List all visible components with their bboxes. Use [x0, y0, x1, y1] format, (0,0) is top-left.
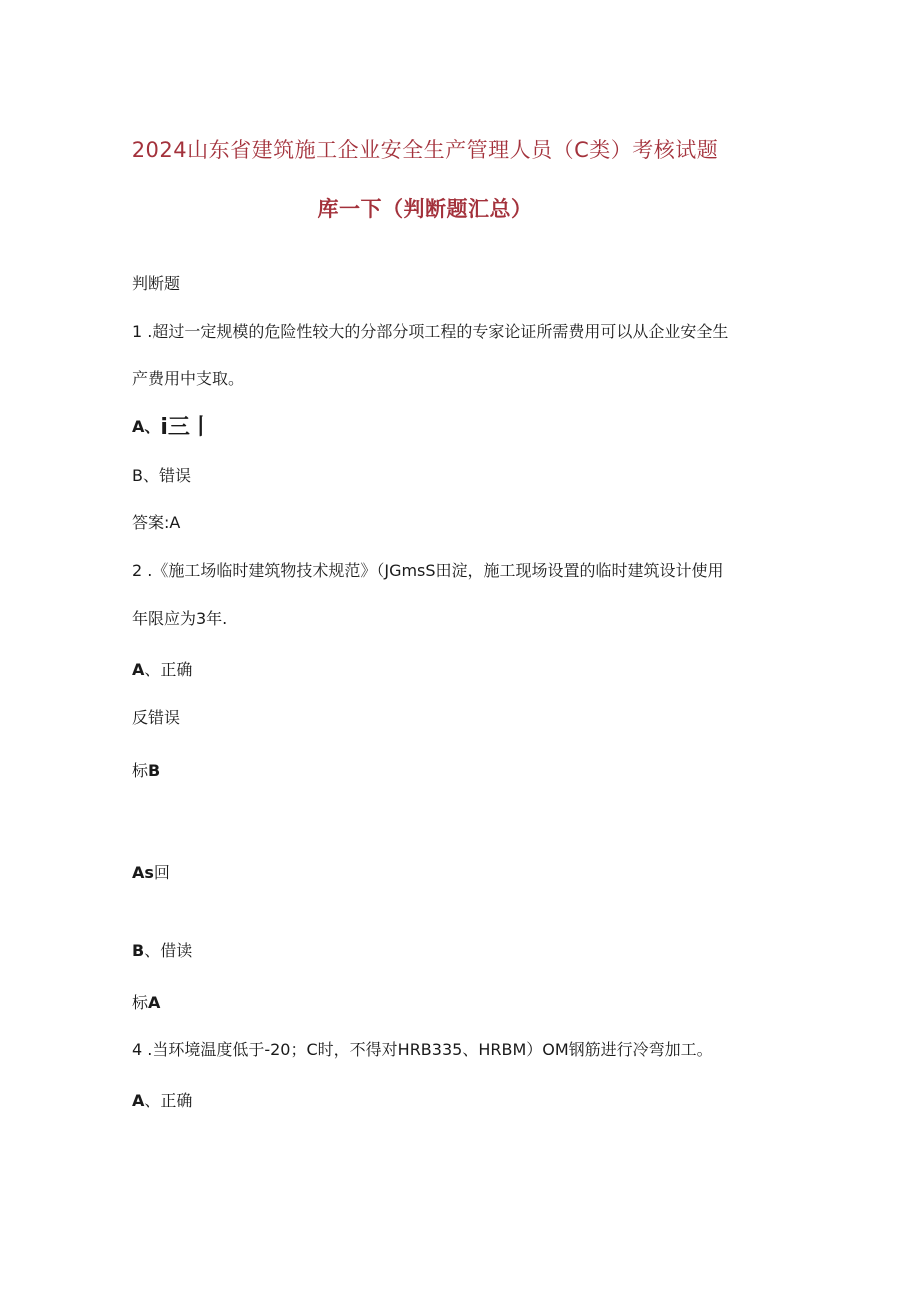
option-a-text: 回	[153, 863, 170, 882]
question-3-answer	[132, 992, 160, 1014]
question-4-text-line-1: 4 .当环境温度低于-20；C时，不得对HRB335、HRBM）OM钢筋进行冷弯加工。	[132, 1040, 713, 1059]
question-2-text-line-1: 2 .《施工场临时建筑物技术规范》（JGmsS田淀，施工现场设置的临时建筑设计使用	[132, 561, 724, 580]
question-1-text-line-2: 产费用中支取。	[132, 369, 245, 388]
question-3-option-a	[132, 862, 170, 884]
option-a-prefix: A	[132, 660, 145, 679]
document-title-line-1: 2024山东省建筑施工企业安全生产管理人员（C类）考核试题	[131, 138, 719, 162]
option-a-text: 、正确	[144, 1091, 193, 1110]
question-2-option-b: 反错误	[132, 708, 181, 727]
option-a-prefix: A、	[132, 417, 161, 436]
section-heading: 判断题	[132, 274, 181, 293]
question-1-answer: 答案:A	[132, 513, 181, 532]
option-a-prefix: As	[132, 863, 154, 882]
option-b-prefix: B	[132, 941, 145, 960]
option-a-text: i三丨	[160, 415, 212, 440]
question-2-text-line-2: 年限应为3年.	[132, 609, 228, 628]
question-3-option-b	[132, 940, 192, 962]
answer-prefix: 标	[132, 993, 149, 1012]
document-title-line-2: 库一下（判断题汇总）	[317, 197, 533, 221]
question-2-option-a	[132, 659, 192, 681]
answer-prefix: 标	[132, 761, 149, 780]
question-1-text-line-1: 1 .超过一定规模的危险性较大的分部分项工程的专家论证所需费用可以从企业安全生	[132, 322, 729, 341]
option-b-text: 、借读	[144, 941, 193, 960]
answer-letter: B	[148, 761, 161, 780]
question-4-option-a	[132, 1090, 192, 1112]
answer-letter: A	[148, 993, 161, 1012]
question-1-option-a	[132, 416, 212, 439]
option-a-prefix: A	[132, 1091, 145, 1110]
option-a-text: 、正确	[144, 660, 193, 679]
question-2-answer	[132, 760, 160, 782]
question-1-option-b: B、错误	[132, 466, 191, 485]
